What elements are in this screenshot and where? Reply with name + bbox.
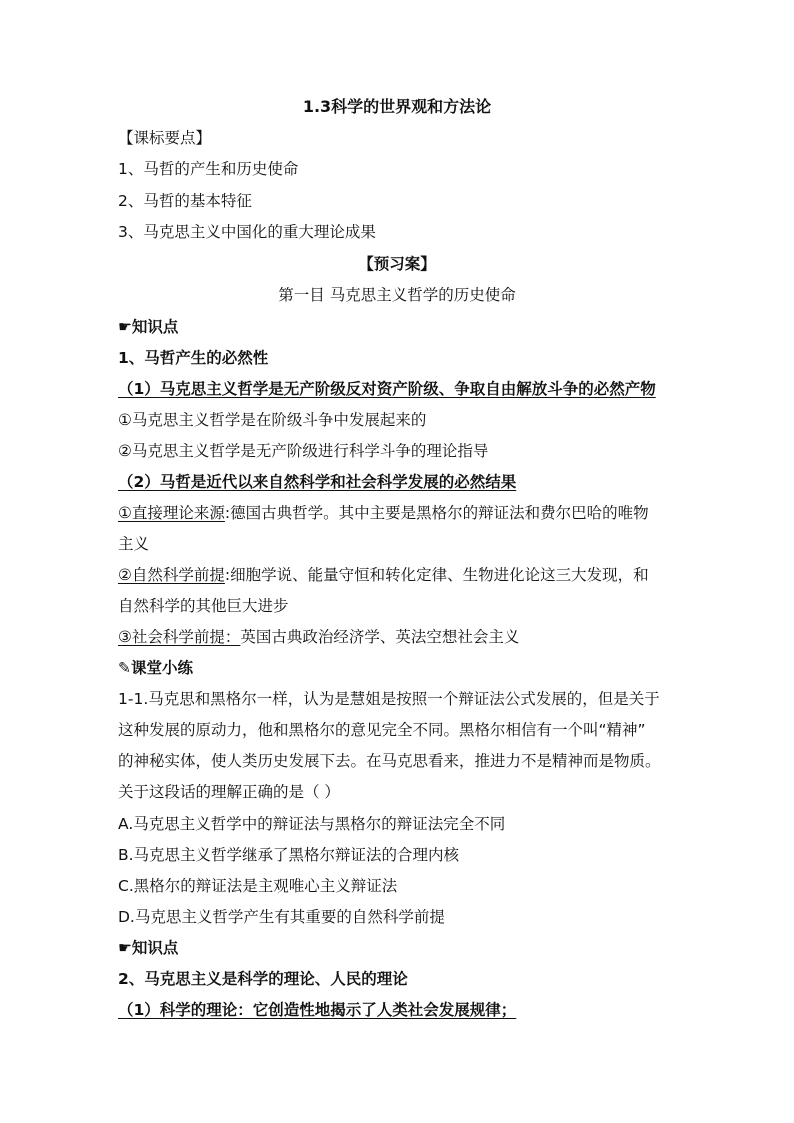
answer-option: C.黑格尔的辩证法是主观唯心主义辩证法 xyxy=(118,877,398,895)
item-text: :德国古典哲学。其中主要是黑格尔的辩证法和费尔巴哈的唯物 xyxy=(224,504,649,522)
question-text: 的神秘实体，使人类历史发展下去。在马克思看来，推进力不是精神而是物质。 xyxy=(118,752,661,770)
key-points-heading: 【课标要点】 xyxy=(118,129,212,147)
question-text: 1-1.马克思和黑格尔一样，认为是慧姐是按照一个辩证法公式发展的，但是关于 xyxy=(118,690,660,708)
knowledge-item xyxy=(118,626,678,648)
answer-option: A.马克思主义哲学中的辩证法与黑格尔的辩证法完全不同 xyxy=(118,815,506,833)
knowledge-item-continued: 主义 xyxy=(118,535,150,553)
knowledge-item xyxy=(118,502,678,524)
item-label: ③社会科学前提： xyxy=(118,628,241,646)
page-title: 1.3科学的世界观和方法论 xyxy=(302,97,492,116)
knowledge-marker: ☛知识点 xyxy=(118,939,179,957)
key-point-item: 2、马哲的基本特征 xyxy=(118,192,252,210)
knowledge-item: ②马克思主义哲学是无产阶级进行科学斗争的理论指导 xyxy=(118,442,489,460)
knowledge-subheading: （2）马哲是近代以来自然科学和社会科学发展的必然结果 xyxy=(118,473,517,491)
knowledge-heading: 1、马哲产生的必然性 xyxy=(118,349,269,367)
question-text: 关于这段话的理解正确的是（ ） xyxy=(118,783,340,801)
knowledge-subheading: （1）马克思主义哲学是无产阶级反对资产阶级、争取自由解放斗争的必然产物 xyxy=(118,380,656,398)
preview-subheading: 第一目 马克思主义哲学的历史使命 xyxy=(278,286,516,304)
knowledge-subheading: （1）科学的理论：它创造性地揭示了人类社会发展规律； xyxy=(118,1001,517,1019)
preview-heading: 【预习案】 xyxy=(358,255,436,273)
item-label: ①直接理论来源 xyxy=(118,504,225,522)
answer-option: D.马克思主义哲学产生有其重要的自然科学前提 xyxy=(118,908,445,926)
item-label: ②自然科学前提 xyxy=(118,566,225,584)
item-text: :细胞学说、能量守恒和转化定律、生物进化论这三大发现，和 xyxy=(224,566,649,584)
knowledge-heading: 2、马克思主义是科学的理论、人民的理论 xyxy=(118,970,408,988)
knowledge-item xyxy=(118,564,678,586)
item-text: 英国古典政治经济学、英法空想社会主义 xyxy=(240,628,520,646)
knowledge-marker: ☛知识点 xyxy=(118,318,179,336)
question-text: 这种发展的原动力，他和黑格尔的意见完全不同。黑格尔相信有一个叫“精神” xyxy=(118,721,646,739)
knowledge-item: ①马克思主义哲学是在阶级斗争中发展起来的 xyxy=(118,411,427,429)
knowledge-item-continued: 自然科学的其他巨大进步 xyxy=(118,597,289,615)
key-point-item: 3、马克思主义中国化的重大理论成果 xyxy=(118,223,376,241)
answer-option: B.马克思主义哲学继承了黑格尔辩证法的合理内核 xyxy=(118,846,460,864)
practice-marker: ✎课堂小练 xyxy=(118,659,193,677)
key-point-item: 1、马哲的产生和历史使命 xyxy=(118,160,299,178)
